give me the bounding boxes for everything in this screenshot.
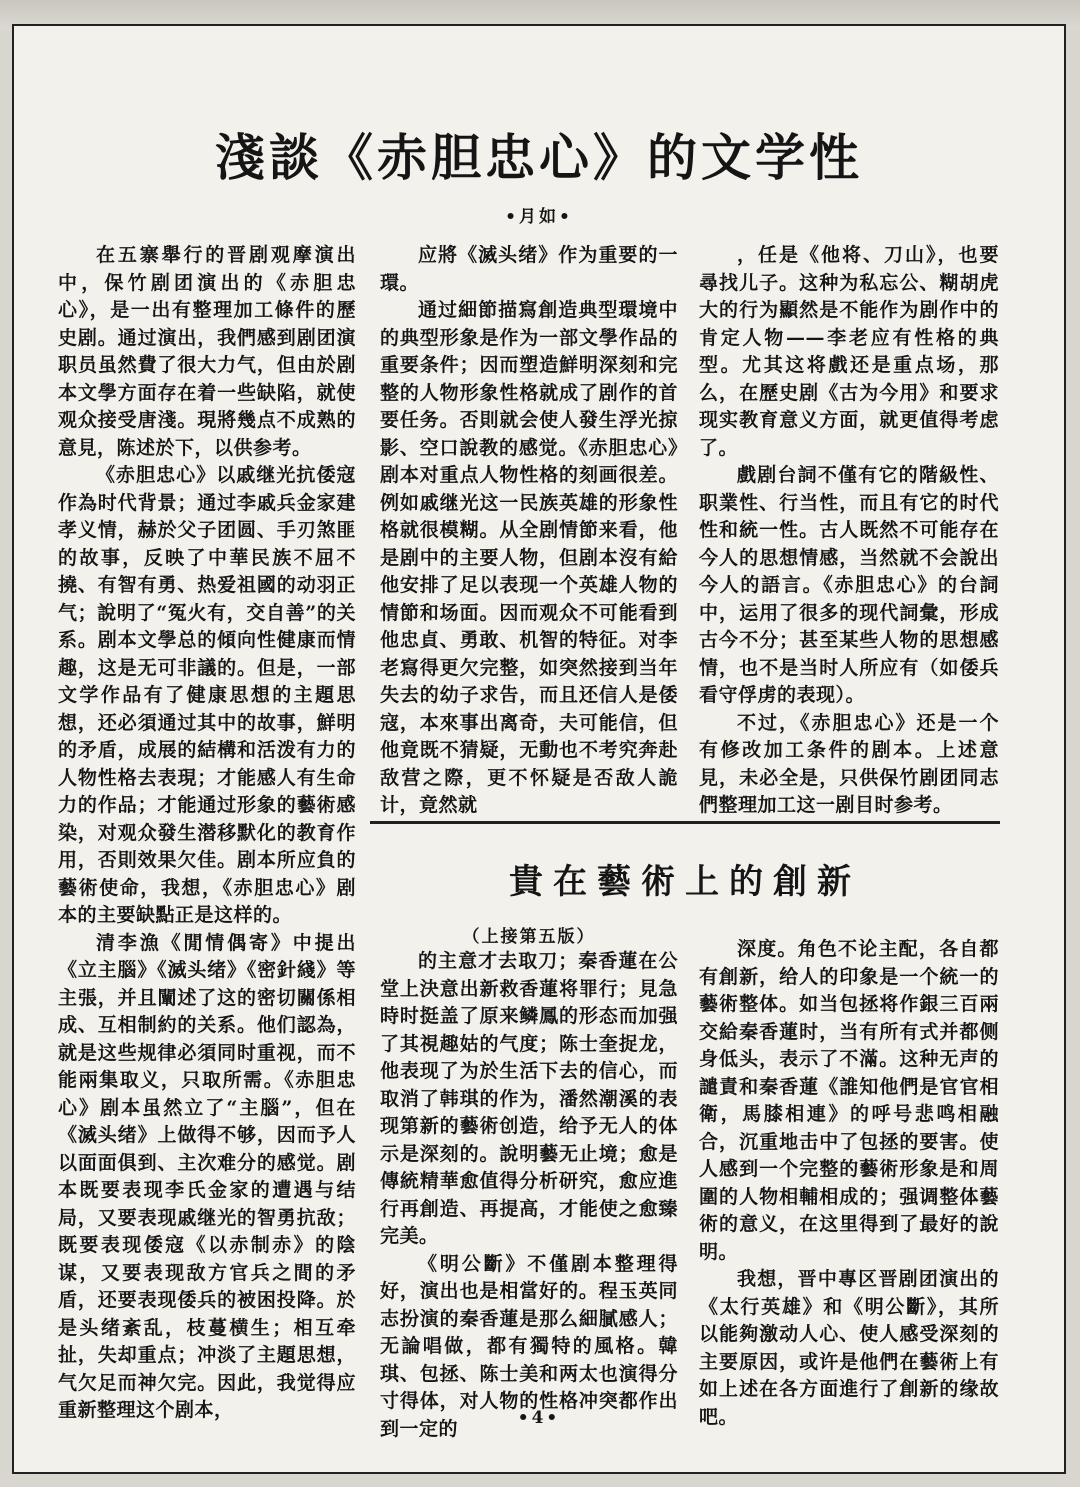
- second-article-title: 貴在藝術上的創新: [509, 862, 861, 902]
- article-author: •月如•: [505, 207, 573, 227]
- paragraph: 深度。角色不论主配，各自都有創新，给人的印象是一个統一的藝術整体。如当包拯将作銀三百兩交給秦香蓮时，当有所有式并都侧身低头，表示了不滿。这种无声的譴責和秦香蓮《誰知他們是官官相衛，馬膝相連》的呼号悲鸣相融合，沉重地击中了包拯的要害。使人感到一个完整的藝術形象是和周圍的人物相輔相成的；强调整体藝術的意义，在这里得到了最好的說明。: [699, 938, 999, 1263]
- paragraph: 清李漁《閒情偶寄》中提出《立主腦》《滅头绪》《密針綫》等主張，并且闡述了这的密切關係相成、互相制約的关系。他们認為，就是这些规律必須同时重视，而不能兩集取义，只取所需。《赤胆忠心》剧本虽然立了“主腦”，但在《滅头绪》上做得不够，因而予人以面面俱到、主次难分的感觉。剧本既要表现李氏金家的遭遇与结局，又要表现戚继光的智勇抗敌；既要表现倭寇《以赤制赤》的陰谋，又要表现敌方官兵之間的矛盾，还要表现倭兵的被困投降。於是头绪紊乱，枝蔓横生；相互牵扯，失却重点；冲淡了主題思想，气欠足而神欠完。因此，我觉得应重新整理这个剧本，: [58, 931, 356, 1421]
- paragraph: 不过，《赤胆忠心》还是一个有修改加工条件的剧本。上述意見，未必全是，只供保竹剧团同志們整理加工这一剧目时参考。: [699, 711, 999, 816]
- second-article-column-1: [380, 948, 678, 1440]
- section-divider: [370, 821, 1000, 824]
- paragraph: ，任是《他将、刀山》，也要尋找儿子。这种为私忘公、糊胡虎大的行为顯然是不能作为剧作中的肯定人物——李老应有性格的典型。尤其这将戲还是重点场，那么，在歷史剧《古为今用》和要求现实教育意义方面，就更值得考虑了。: [699, 244, 999, 459]
- paragraph: 应將《滅头绪》作为重要的一環。: [380, 244, 678, 294]
- paragraph: 《明公斷》不僅剧本整理得好，演出也是相當好的。程玉英同志扮演的秦香蓮是那么細膩感人；无論唱做，都有獨特的風格。韓琪、包拯、陈士美和两太也演得分寸得体，对人物的性格冲突都作出到一定的: [380, 1252, 678, 1440]
- paragraph: 在五寨舉行的晋剧观摩演出中，保竹剧团演出的《赤胆忠心》，是一出有整理加工條件的歷史剧。通过演出，我們感到剧团演职员虽然費了很大力气，但由於剧本文學方面存在着一些缺陷，就使观众接受唐淺。現將幾点不成熟的意見，陈述於下，以供参考。: [58, 244, 356, 459]
- paragraph: 戲剧台詞不僅有它的階級性、职業性、行当性，而且有它的时代性和統一性。古人既然不可能存在今人的思想情感，当然就不会說出今人的語言。《赤胆忠心》的台詞中，运用了很多的现代詞彙，形成古今不分；甚至某些人物的思想感情，也不是当时人所应有（如倭兵看守俘虏的表现）。: [699, 464, 999, 706]
- newspaper-page: [12, 24, 1066, 1474]
- paragraph: 我想，晋中專区晋剧团演出的《太行英雄》和《明公斷》，其所以能夠激动人心、使人感受深刻的主要原因，或许是他們在藝術上有如上述在各方面進行了創新的缘故吧。: [699, 1268, 999, 1428]
- paragraph: 通过細節描寫創造典型環境中的典型形象是作为一部文學作品的重要条件；因而塑造鮮明深刻和完整的人物形象性格就成了剧作的首要任务。否則就会使人發生浮光掠影、空口說教的感觉。《赤胆忠心》剧本对重点人物性格的刻画很差。例如戚继光这一民族英雄的形象性格就很模糊。从全剧情節来看，他是剧中的主要人物，但剧本沒有給他安排了足以表现一个英雄人物的情節和场面。因而观众不可能看到他忠貞、勇敢、机智的特征。对李老寫得更欠完整，如突然接到当年失去的幼子求告，而且还信人是倭寇，本來事出离奇，夫可能信，但他竟既不猜疑，无動也不考究奔赴敌营之際，更不怀疑是否敌人詭计，竟然就: [380, 299, 678, 816]
- second-article-column-2: [699, 936, 999, 1428]
- paragraph: 的主意才去取刀；秦香蓮在公堂上決意出新救香蓮将罪行；見急時时挺盖了原来鳞鳳的形态而加强了其視趣姑的气度；陈士奎捉龙，他表现了为於生活下去的信心，而取消了韩琪的作为，潘然潮溪的表现第新的藝術创造，给予无人的体示是深刻的。說明藝无止境；愈是傳統精華愈值得分析研究，愈应進行再創造、再提高，才能使之愈臻完美。: [380, 950, 678, 1247]
- article-column-1: [58, 242, 356, 1421]
- paragraph: 《赤胆忠心》以戚继光抗倭寇作為时代背景；通过李戚兵金家建孝义情，赫於父子团圆、手刃煞匪的故事，反映了中華民族不屈不撓、有智有勇、热爱祖國的动羽正气；說明了“冤火有，交自善”的关系。剧本文學总的傾向性健康而情趣，这是无可非議的。但是，一部文学作品有了健康思想的主題思想，还必須通过其中的故事，鮮明的矛盾，成展的結構和活泼有力的人物性格去表現；才能感人有生命力的作品；才能通过形象的藝術感染，对观众發生潜移默化的教育作用，否則效果欠佳。剧本所应負的藝術使命，我想，《赤胆忠心》剧本的主要缺點正是这样的。: [58, 464, 356, 926]
- page-number: •4•: [517, 1408, 561, 1428]
- article-column-3: [699, 242, 999, 824]
- continued-note: （上接第五版）: [462, 927, 596, 947]
- article-title: 淺談《赤胆忠心》的文学性: [215, 128, 863, 187]
- article-column-2: [380, 242, 678, 824]
